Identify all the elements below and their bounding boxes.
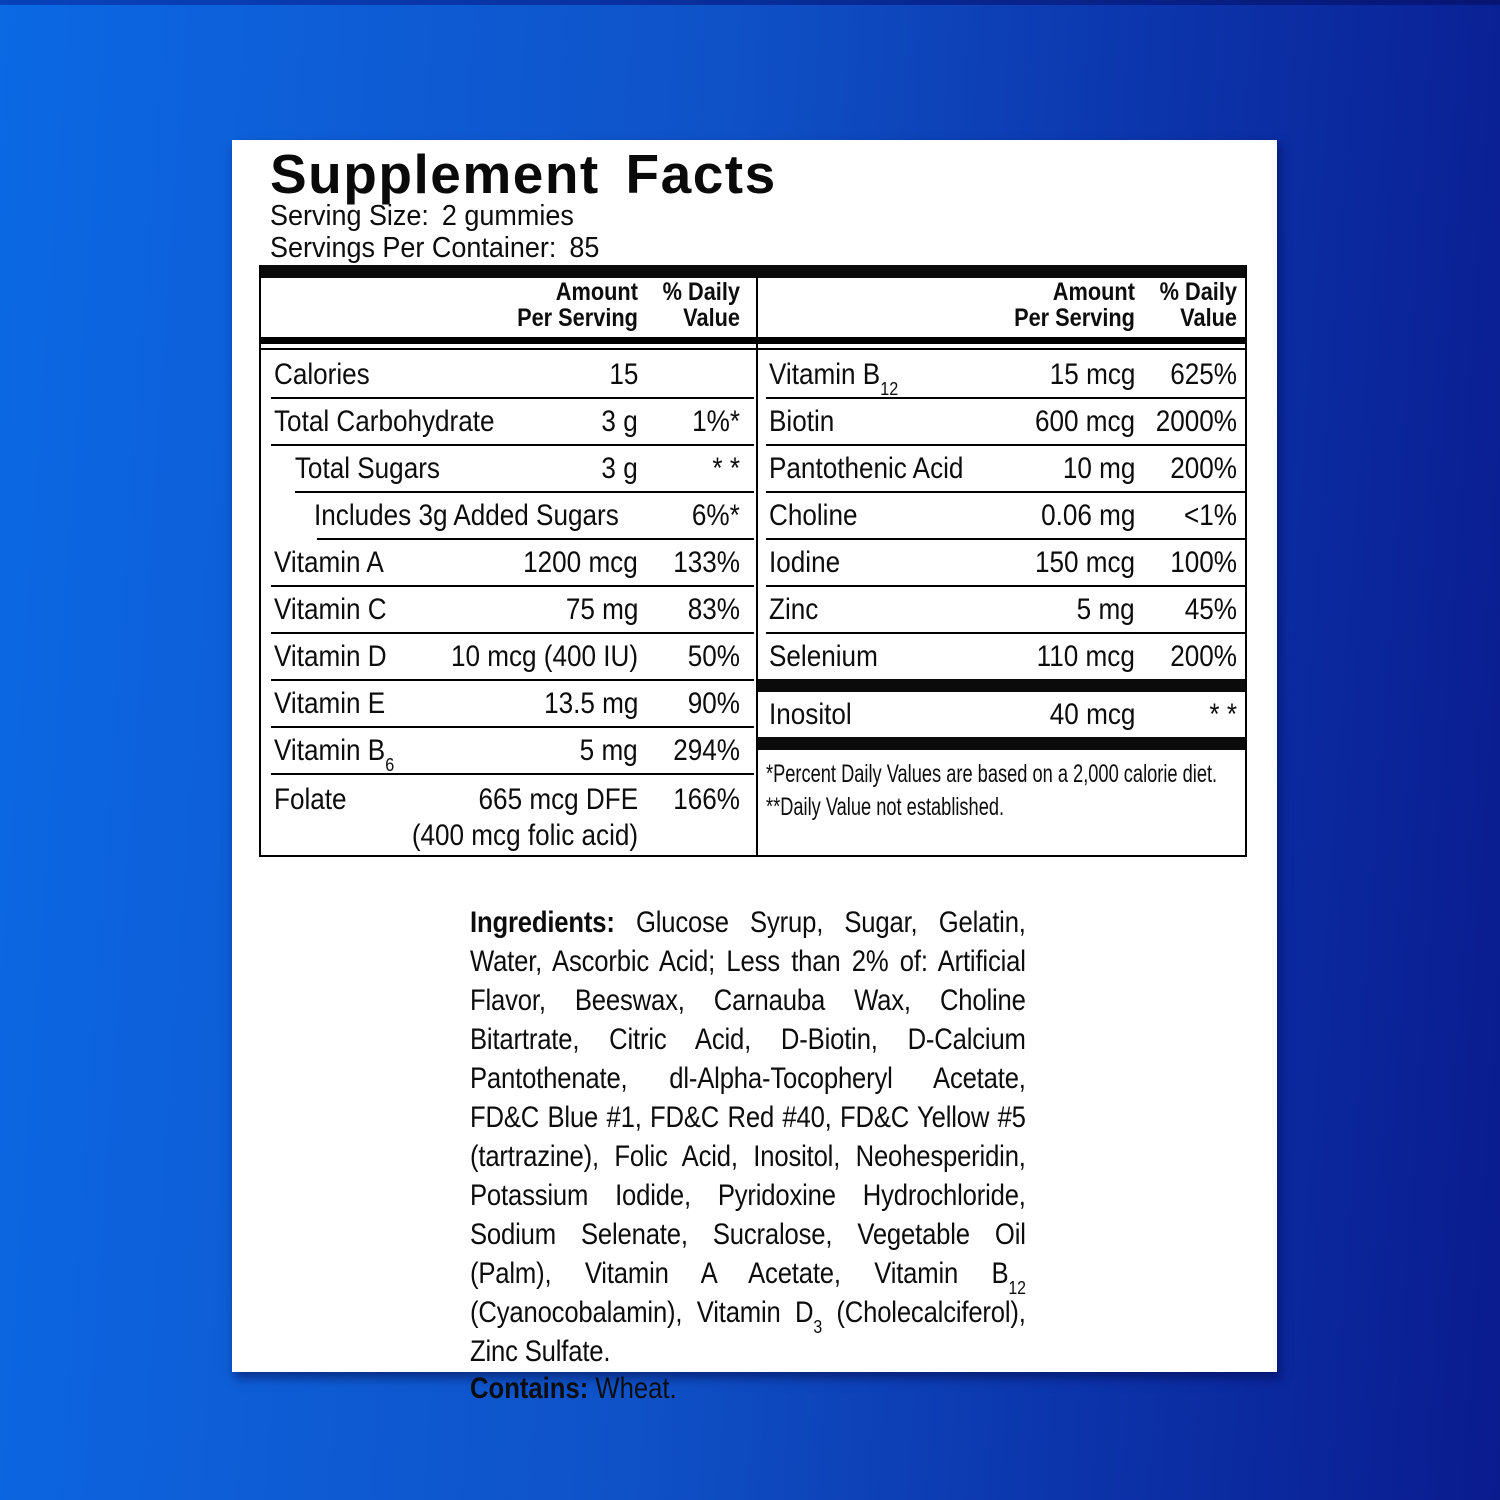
nutrient-label: Vitamin C [274,593,387,626]
daily-value: 6%* [692,499,740,532]
nutrient-row [261,352,754,397]
nutrient-row [261,446,754,491]
spacer [871,493,1027,538]
nutrient-label: Zinc [769,593,819,626]
amount-per-serving: 10 mg [1062,452,1135,485]
daily-value: 200% [1170,640,1237,673]
footnotes [756,758,1245,824]
nutrient-row [261,681,754,726]
ingredients-text: (Cyanocobalamin), Vitamin D [470,1296,814,1329]
section-bar [756,679,1245,692]
nutrient-row [756,692,1245,737]
daily-value: * * [712,452,740,485]
spacer [851,540,1020,585]
servings-per-container-line [270,232,1277,264]
daily-value: 294% [673,734,740,767]
page-title: Supplement Facts [270,143,777,205]
amount-per-serving: 5 mg [1076,593,1135,626]
header-separator-rule [261,337,1245,352]
amount-per-serving-header: Amount Per Serving [1014,278,1135,332]
amount-per-serving: 3 g [601,452,638,485]
spacer [894,634,1022,679]
nutrient-label: Calories [274,358,370,391]
nutrient-row [261,493,754,538]
servings-per-container-label: Servings Per Container: [270,232,557,264]
daily-value: * * [1209,698,1237,731]
nutrient-label: Total Carbohydrate [274,405,495,438]
amount-per-serving-header: Amount Per Serving [517,278,638,332]
nutrient-row [756,587,1245,632]
daily-value: 133% [673,546,740,579]
daily-value: 166% [673,783,740,816]
nutrient-row [756,540,1245,585]
spacer [402,681,530,726]
spacer [993,446,1052,491]
table-header [261,278,1245,337]
spacer [384,352,605,397]
ingredients-section [470,903,1026,1407]
daily-value: 200% [1170,452,1237,485]
amount-per-serving: 10 mcg (400 IU) [450,640,638,673]
amount-per-serving: 13.5 mg [543,687,638,720]
table-top-bar [261,265,1245,278]
spacer [404,587,555,632]
footnote-not-established: **Daily Value not established. [766,793,1005,821]
nutrient-row [756,634,1245,679]
amount-line-1: 665 mcg DFE [478,783,638,816]
nutrient-row [261,634,754,679]
amount-per-serving: 0.06 mg [1040,499,1135,532]
amount-per-serving: 75 mg [565,593,638,626]
daily-value-header: % Daily Value [1159,278,1237,332]
spacer [826,587,1069,632]
serving-size-value: 2 gummies [441,200,574,232]
nutrient-label: Pantothenic Acid [769,452,964,485]
nutrients-column-left [261,352,754,855]
subscript: 6 [385,754,395,776]
spacer [527,399,596,444]
nutrient-row [756,493,1245,538]
nutrient-row [261,399,754,444]
amount-per-serving: 40 mcg [1049,698,1135,731]
contains-line [470,1371,1026,1407]
ingredients-text: (Cholecalciferol), Zinc Sulfate. [470,1296,1026,1368]
daily-value-header: % Daily Value [662,278,740,332]
serving-size-label: Serving Size: [270,200,429,232]
supplement-facts-panel [232,140,1277,1405]
spacer [918,352,1037,397]
nutrient-label: Total Sugars [294,452,440,485]
nutrient-label: Vitamin $B_6$ [274,734,395,776]
nutrient-label: Vitamin A [274,546,384,579]
amount-per-serving: 110 mcg [1036,640,1135,673]
nutrient-label: Includes 3g Added Sugars [314,499,619,532]
table-header-right [756,278,1245,337]
spacer [465,446,597,491]
nutrient-label: Vitamin E [274,687,386,720]
amount-line-2: (400 mcg folic acid) [411,819,638,852]
subscript: 3 [813,1316,823,1338]
daily-value: <1% [1184,499,1237,532]
nutrient-label: Biotin [769,405,835,438]
amount-per-serving: 5 mg [579,734,638,767]
nutrient-label: Vitamin $B_{12}$ [769,358,899,400]
nutrient-label: Inositol [769,698,852,731]
daily-value: 83% [687,593,740,626]
nutrient-row [756,352,1245,400]
nutrient-row [261,540,754,585]
table-body [261,352,1245,855]
ingredients-label: Ingredients: [470,906,615,939]
nutrient-row [756,446,1245,491]
amount-per-serving: 150 mcg [1034,546,1135,579]
daily-value: 50% [687,640,740,673]
footnote-daily-values: *Percent Daily Values are based on a 2,000 calorie diet. [766,760,1218,788]
daily-value: 1%* [692,405,740,438]
nutrients-column-right [756,352,1245,824]
nutrient-label: Vitamin D [274,640,387,673]
nutrient-row [756,399,1245,444]
right-rows [756,352,1245,750]
daily-value: 2000% [1155,405,1237,438]
spacer [844,399,1020,444]
ingredients-paragraph [470,903,1026,1371]
daily-value: 90% [687,687,740,720]
amount-per-serving: 600 mcg [1034,405,1135,438]
daily-value: 625% [1170,358,1237,391]
table-header-left [261,278,754,337]
subscript: 12 [880,378,899,400]
nutrient-label: Selenium [769,640,878,673]
supplement-facts-table [259,265,1247,857]
contains-label: Contains: [470,1372,589,1405]
section-bar [756,737,1245,750]
amount-per-serving: 1200 mcg [523,546,638,579]
daily-value [651,352,740,397]
nutrient-row [261,728,754,776]
daily-value: 100% [1170,546,1237,579]
nutrient-row [261,587,754,632]
nutrient-label: Folate [274,783,347,816]
spacer [864,692,1037,737]
amount-per-serving: 15 [608,358,638,391]
nutrient-row [261,775,754,855]
amount-per-serving [412,782,638,854]
subscript: 12 [1008,1277,1026,1299]
nutrient-label: Iodine [769,546,841,579]
background-top-strip [0,0,1500,5]
daily-value: 45% [1184,593,1237,626]
amount-per-serving: 3 g [601,405,638,438]
contains-value: Wheat. [588,1372,677,1405]
column-divider [756,278,758,855]
amount-per-serving: 15 mcg [1049,358,1135,391]
servings-per-container-value: 85 [569,232,600,264]
spacer [412,728,571,773]
spacer [400,540,506,585]
spacer [404,634,423,679]
nutrient-label: Choline [769,499,858,532]
ingredients-text: Glucose Syrup, Sugar, Gelatin, Water, Ascorbic Acid; Less than 2% of: Artificial Flavor, Beeswax, Carnauba Wax, Choline Bitartrate, Citric Acid, D-Biotin, D-Calcium Pantothenate, dl-Alpha-Tocopheryl Acetate, FD&C Blue #1, FD&C Red #40, FD&C Yellow #5 (tartrazine), Folic Acid, Inositol, Neohesperidin, Potassium Iodide, Pyridoxine Hydrochloride, Sodium Selenate, Sucralose, Vegetable Oil (Palm), Vitamin A Acetate, Vitamin B [470,906,1026,1290]
